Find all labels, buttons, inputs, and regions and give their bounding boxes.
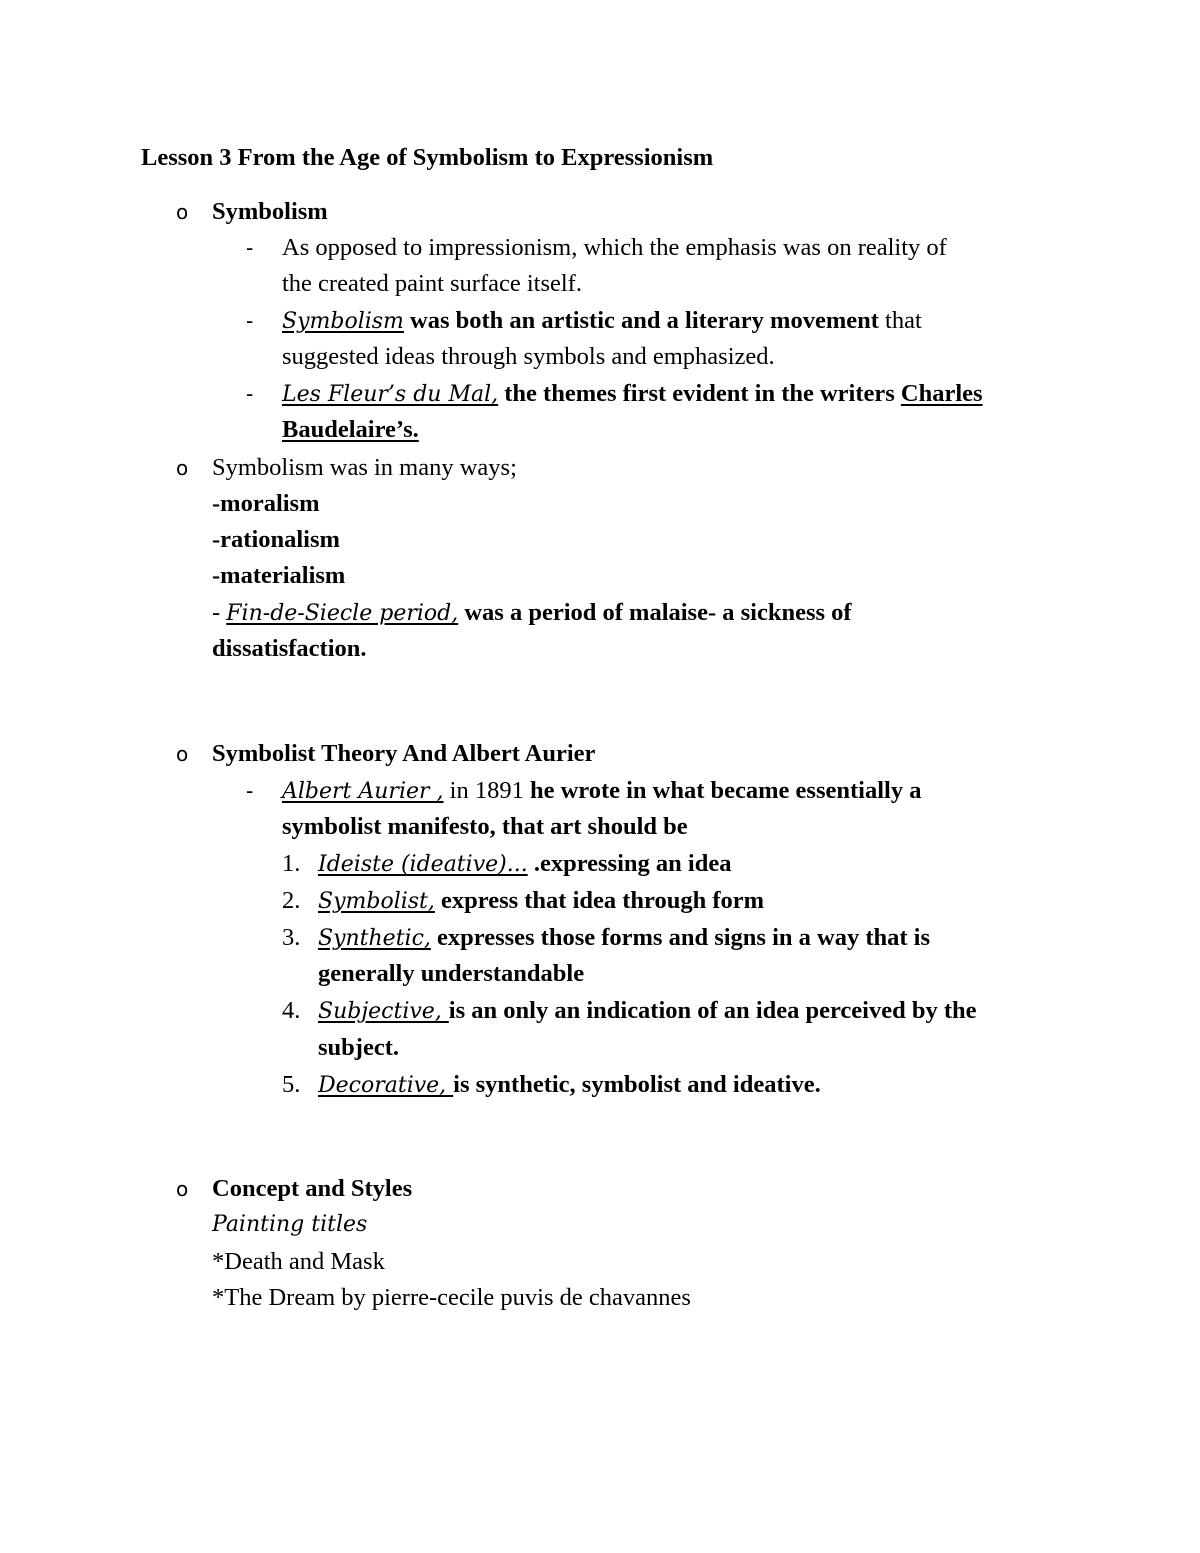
bullet-circle-icon: o — [176, 1177, 189, 1201]
intro-plain-text: in 1891 — [443, 777, 530, 804]
item-text: .expressing an idea — [527, 850, 732, 877]
list-number: 1. — [282, 850, 301, 877]
manifesto-item-2 — [318, 883, 764, 920]
painting-title-1: *Death and Mask — [212, 1248, 385, 1275]
bullet-circle-icon: o — [176, 200, 189, 224]
list-number: 4. — [282, 997, 301, 1024]
section-heading-many-ways: Symbolism was in many ways; — [212, 454, 517, 481]
symbolism-item2-line2: suggested ideas through symbols and emphasized. — [282, 343, 775, 370]
author-name-part2: Baudelaire’s. — [282, 416, 419, 443]
list-number: 3. — [282, 924, 301, 951]
term-synthetic: Synthetic, — [318, 926, 431, 951]
term-fin-de-siecle: Fin-de-Siecle period, — [226, 601, 459, 626]
section-heading-symbolist-theory: Symbolist Theory And Albert Aurier — [212, 740, 596, 767]
bullet-circle-icon: o — [176, 456, 189, 480]
manifesto-item-4-line2: subject. — [318, 1034, 399, 1061]
bullet-circle-icon: o — [176, 742, 189, 766]
author-name-part1: Charles — [900, 380, 983, 407]
term-subjective: Subjective, — [318, 999, 449, 1024]
aurier-intro — [282, 773, 921, 810]
manifesto-item-4 — [318, 993, 977, 1030]
symbolism-item2 — [282, 303, 922, 340]
symbolism-item1-line2: the created paint surface itself. — [282, 270, 582, 297]
term-albert-aurier: Albert Aurier , — [282, 779, 444, 804]
dash-bullet: - — [246, 381, 254, 406]
term-symbolist: Symbolist, — [318, 889, 435, 914]
manifesto-item-3-line2: generally understandable — [318, 960, 585, 987]
aurier-intro-line2: symbolist manifesto, that art should be — [282, 813, 688, 840]
list-item-moralism: -moralism — [212, 490, 320, 517]
item-text: is synthetic, symbolist and ideative. — [453, 1071, 821, 1098]
fin-bold-text: was a period of malaise- a sickness of — [458, 599, 852, 626]
dash-bullet: - — [246, 778, 254, 803]
page-title: Lesson 3 From the Age of Symbolism to Expressionism — [141, 144, 714, 171]
manifesto-item-1 — [318, 846, 731, 883]
item-text: expresses those forms and signs in a way that is — [430, 924, 931, 951]
dash-bullet: - — [246, 235, 254, 260]
fin-line2: dissatisfaction. — [212, 635, 367, 662]
item3-bold-text: the themes first evident in the writers — [498, 380, 901, 407]
intro-bold-text: he wrote in what became essentially a — [529, 777, 922, 804]
term-les-fleurs-du-mal: Les Fleur’s du Mal, — [282, 382, 499, 407]
item2-rest-text: that — [878, 307, 922, 334]
list-number: 2. — [282, 887, 301, 914]
section-heading-symbolism: Symbolism — [212, 198, 328, 225]
item-text: express that idea through form — [434, 887, 765, 914]
term-ideiste: Ideiste (ideative)... — [318, 852, 528, 877]
dash-bullet: - — [246, 308, 254, 333]
fin-prefix: - — [212, 599, 227, 626]
subheading-painting-titles: Painting titles — [212, 1212, 368, 1237]
section-heading-concept-styles: Concept and Styles — [212, 1175, 413, 1202]
manifesto-item-5 — [318, 1067, 821, 1104]
manifesto-item-3 — [318, 920, 930, 957]
item2-bold-text: was both an artistic and a literary movement — [403, 307, 879, 334]
list-item-rationalism: -rationalism — [212, 526, 340, 553]
fin-de-siecle-item — [212, 595, 852, 632]
term-decorative: Decorative, — [318, 1073, 454, 1098]
term-symbolism: Symbolism — [282, 309, 404, 334]
item-text: is an only an indication of an idea perceived by the — [448, 997, 977, 1024]
list-number: 5. — [282, 1071, 301, 1098]
painting-title-2: *The Dream by pierre-cecile puvis de chavannes — [212, 1284, 691, 1311]
symbolism-item3 — [282, 376, 983, 413]
list-item-materialism: -materialism — [212, 562, 346, 589]
symbolism-item1-line1: As opposed to impressionism, which the emphasis was on reality of — [282, 234, 947, 261]
